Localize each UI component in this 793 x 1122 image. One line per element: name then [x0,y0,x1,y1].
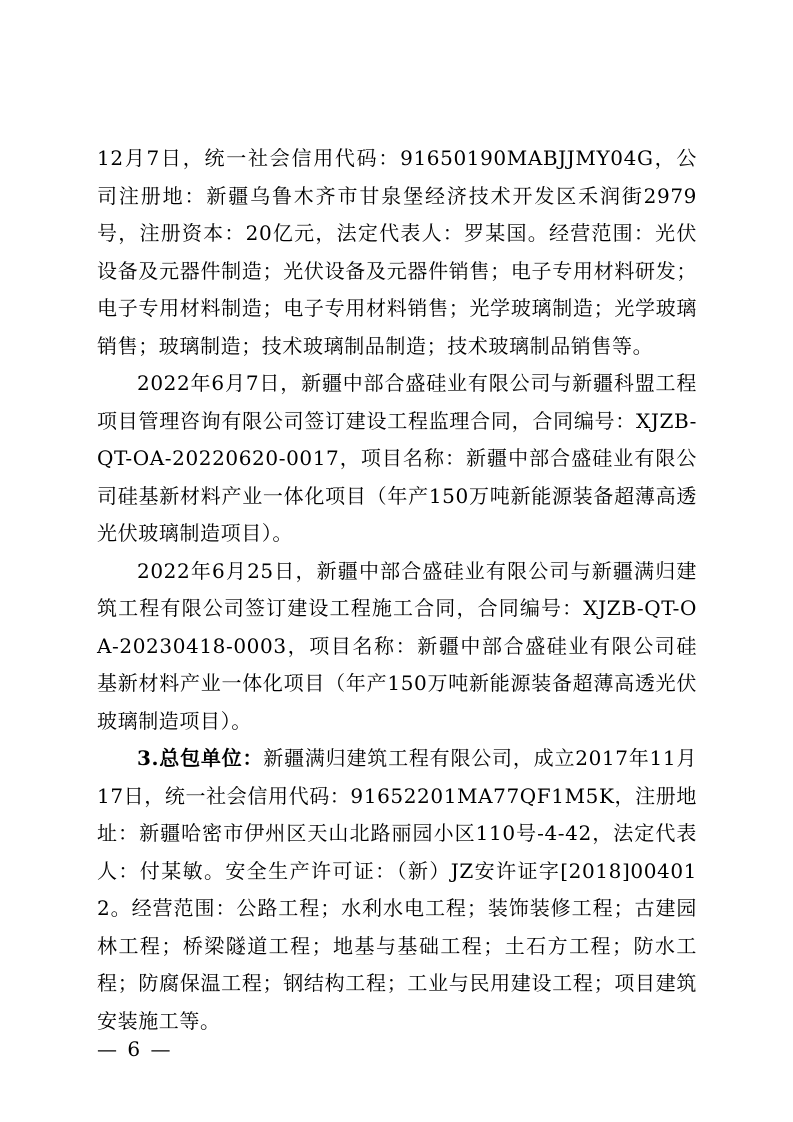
paragraph-construction-contract [97,553,697,741]
section-heading: 3.总包单位： [137,746,264,770]
document-body [97,140,697,1040]
page-number: — 6 — [97,1037,173,1061]
paragraph-general-contractor [97,740,697,1040]
paragraph-text: 2022年6月7日，新疆中部合盛硅业有限公司与新疆科盟工程项目管理咨询有限公司签订建设工程监理合同，合同编号：XJZB-QT-OA-20220620-0017，项目名称：新疆中部合盛硅业有限公司硅基新材料产业一体化项目（年产150万吨新能源装备超薄高透光伏玻璃制造项目）。 [97,371,697,545]
paragraph-supervision-contract [97,365,697,553]
paragraph-company-details [97,140,697,365]
paragraph-text: 12月7日，统一社会信用代码：91650190MABJJMY04G，公司注册地：新疆乌鲁木齐市甘泉堡经济技术开发区禾润街2979号，注册资本：20亿元，法定代表人：罗某国。经营范围：光伏设备及元器件制造；光伏设备及元器件销售；电子专用材料研发；电子专用材料制造；电子专用材料销售；光学玻璃制造；光学玻璃销售；玻璃制造；技术玻璃制品制造；技术玻璃制品销售等。 [97,146,697,358]
paragraph-text: 新疆满归建筑工程有限公司，成立2017年11月17日，统一社会信用代码：91652201MA77QF1M5K，注册地址：新疆哈密市伊州区天山北路丽园小区110号-4-42，法定代表人：付某敏。安全生产许可证：（新）JZ安许证字[2018]004012。经营范围：公路工程；水利水电工程；装饰装修工程；古建园林工程；桥梁隧道工程；地基与基础工程；土石方工程；防水工程；防腐保温工程；钢结构工程；工业与民用建设工程；项目建筑安装施工等。 [97,746,697,1033]
paragraph-text: 2022年6月25日，新疆中部合盛硅业有限公司与新疆满归建筑工程有限公司签订建设工程施工合同，合同编号：XJZB-QT-OA-20230418-0003，项目名称：新疆中部合盛硅业有限公司硅基新材料产业一体化项目（年产150万吨新能源装备超薄高透光伏玻璃制造项目）。 [97,558,697,733]
